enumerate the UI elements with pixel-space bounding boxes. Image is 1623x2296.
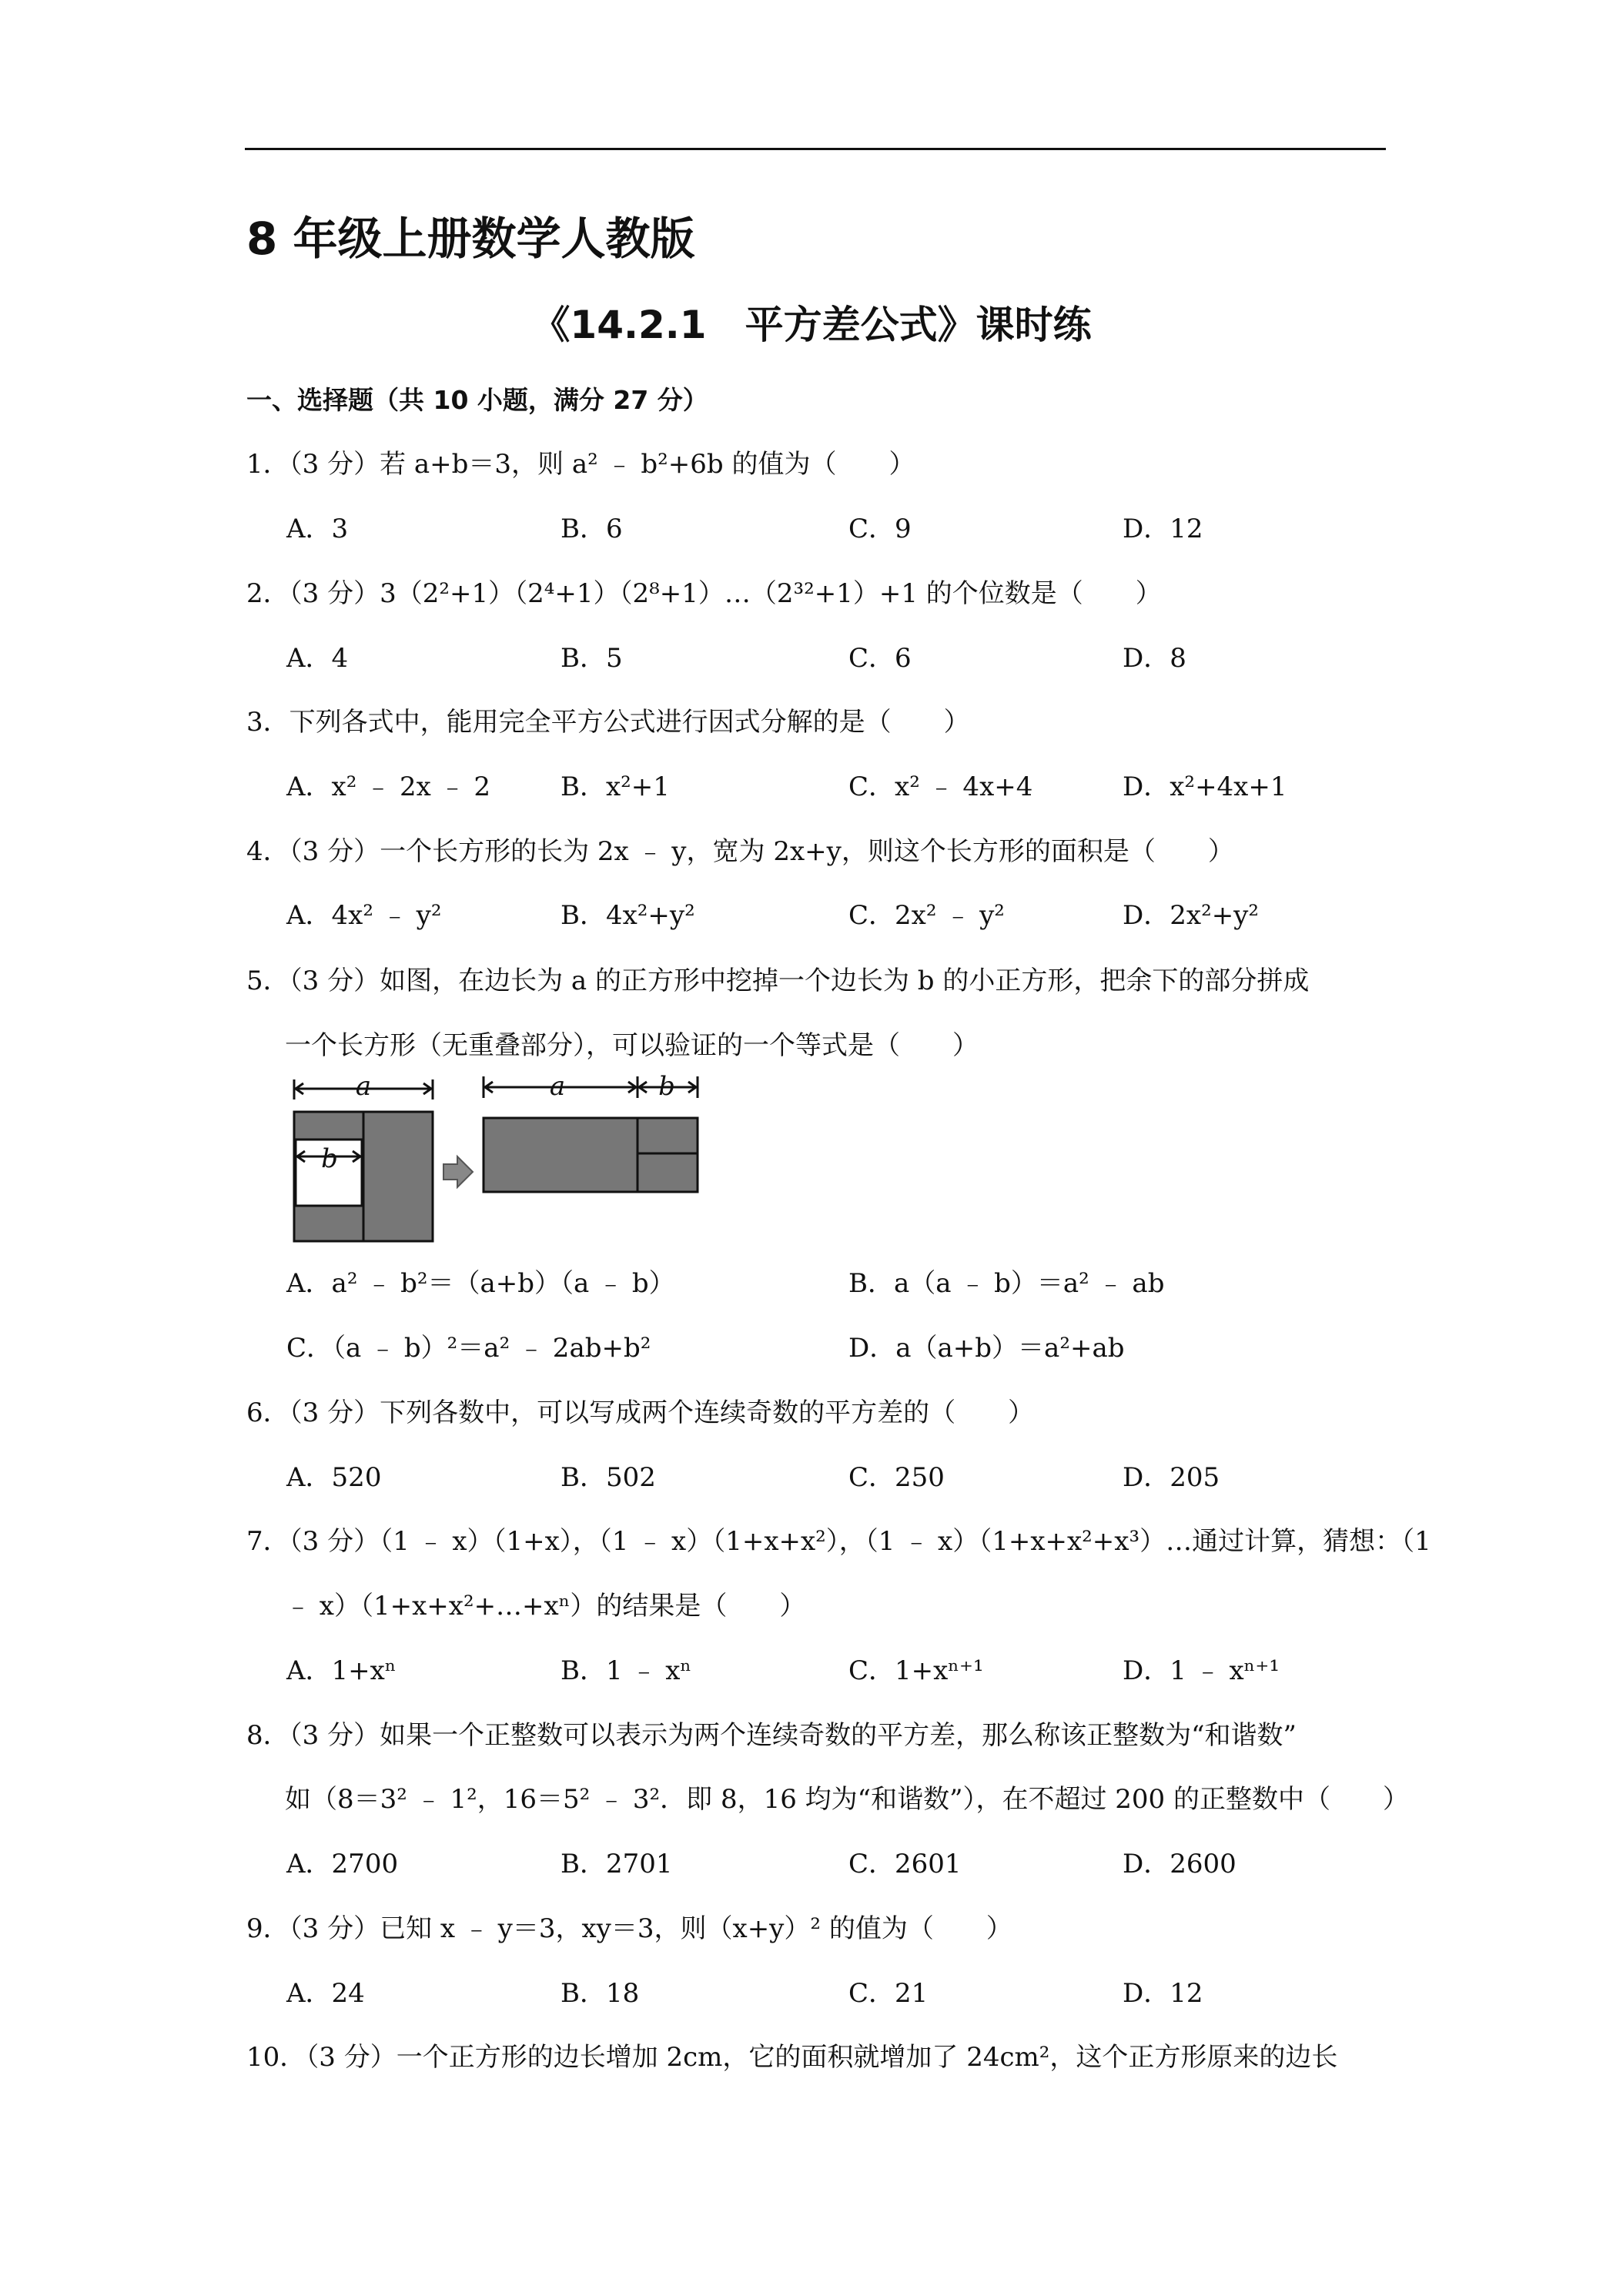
q1-option-d: D．12 xyxy=(1123,514,1203,544)
q3-option-a: A．x² ﹣ 2x ﹣ 2 xyxy=(286,771,491,802)
q3-option-d: D．x²+4x+1 xyxy=(1123,771,1287,802)
question-5-stem: 5．（3 分）如图，在边长为 a 的正方形中挖掉一个边长为 b 的小正方形，把余下的部分拼成 xyxy=(246,966,1310,996)
question-1-stem: 1．（3 分）若 a+b＝3，则 a² ﹣ b²+6b 的值为（ ） xyxy=(246,449,915,480)
question-5-stem-cont: 一个长方形（无重叠部分），可以验证的一个等式是（ ） xyxy=(285,1030,979,1061)
q5-option-a: A．a² ﹣ b²＝（a+b）（a ﹣ b） xyxy=(286,1268,675,1299)
question-7-stem: 7．（3 分）（1 ﹣ x）（1+x），（1 ﹣ x）（1+x+x²），（1 ﹣ x）（1+x+x²+x³）…通过计算，猜想：（1 xyxy=(246,1526,1431,1557)
question-7-stem-cont: ﹣ x）（1+x+x²+…+xⁿ）的结果是（ ） xyxy=(285,1591,806,1622)
q6-option-a: A．520 xyxy=(286,1462,382,1493)
q2-option-d: D．8 xyxy=(1123,643,1186,674)
q7-option-d: D．1 ﹣ xⁿ⁺¹ xyxy=(1123,1655,1280,1686)
q5-option-b: B．a（a ﹣ b）＝a² ﹣ ab xyxy=(848,1268,1165,1299)
q9-option-d: D．12 xyxy=(1123,1978,1203,2009)
page-title: 8 年级上册数学人教版 xyxy=(246,213,695,265)
q9-option-b: B．18 xyxy=(561,1978,640,2009)
q8-option-c: C．2601 xyxy=(848,1849,962,1879)
q4-option-a: A．4x² ﹣ y² xyxy=(286,900,442,931)
question-9-stem: 9．（3 分）已知 x ﹣ y＝3，xy＝3，则（x+y）² 的值为（ ） xyxy=(246,1913,1012,1944)
figure-label-b-right: b xyxy=(658,1072,675,1102)
question-8-stem: 8．（3 分）如果一个正整数可以表示为两个连续奇数的平方差，那么称该正整数为“和谐数” xyxy=(246,1720,1297,1751)
q3-option-c: C．x² ﹣ 4x+4 xyxy=(848,771,1033,802)
question-2-stem: 2．（3 分）3（2²+1）（2⁴+1）（2⁸+1）…（2³²+1）+1 的个位数是（ ） xyxy=(246,578,1162,609)
q2-option-b: B．5 xyxy=(561,643,623,674)
q4-option-b: B．4x²+y² xyxy=(561,900,695,931)
question-4-stem: 4．（3 分）一个长方形的长为 2x ﹣ y，宽为 2x+y，则这个长方形的面积是（ ） xyxy=(246,836,1234,867)
q6-option-d: D．205 xyxy=(1123,1462,1220,1493)
q8-option-d: D．2600 xyxy=(1123,1849,1236,1879)
question-3-stem: 3．下列各式中，能用完全平方公式进行因式分解的是（ ） xyxy=(246,707,970,738)
q8-option-b: B．2701 xyxy=(561,1849,673,1879)
q2-option-a: A．4 xyxy=(286,643,349,674)
q1-option-a: A．3 xyxy=(286,514,349,544)
question-6-stem: 6．（3 分）下列各数中，可以写成两个连续奇数的平方差的（ ） xyxy=(246,1397,1035,1428)
q8-option-a: A．2700 xyxy=(286,1849,399,1879)
q4-option-c: C．2x² ﹣ y² xyxy=(848,900,1005,931)
q1-option-b: B．6 xyxy=(561,514,623,544)
page-subtitle: 《14.2.1 平方差公式》课时练 xyxy=(531,303,1092,347)
question-10-stem: 10．（3 分）一个正方形的边长增加 2cm，它的面积就增加了 24cm²，这个正方形原来的边长 xyxy=(246,2042,1338,2073)
q4-option-d: D．2x²+y² xyxy=(1123,900,1260,931)
q6-option-c: C．250 xyxy=(848,1462,945,1493)
section-heading: 一、选择题（共 10 小题，满分 27 分） xyxy=(246,385,708,415)
q7-option-c: C．1+xⁿ⁺¹ xyxy=(848,1655,984,1686)
q2-option-c: C．6 xyxy=(848,643,912,674)
figure-label-b-left: b xyxy=(321,1143,338,1174)
header-rule xyxy=(245,148,1386,150)
question-8-stem-cont: 如（8＝3² ﹣ 1²，16＝5² ﹣ 3²．即 8，16 均为“和谐数”），在不超过 200 的正整数中（ ） xyxy=(285,1784,1409,1815)
q5-option-d: D．a（a+b）＝a²+ab xyxy=(848,1333,1125,1364)
square-rearrangement-figure xyxy=(286,1072,702,1246)
figure-label-a-left: a xyxy=(355,1072,372,1102)
arrow-right-icon xyxy=(443,1156,473,1187)
q3-option-b: B．x²+1 xyxy=(561,771,670,802)
q6-option-b: B．502 xyxy=(561,1462,656,1493)
q9-option-c: C．21 xyxy=(848,1978,929,2009)
q5-option-c: C．（a ﹣ b）²＝a² ﹣ 2ab+b² xyxy=(286,1333,651,1364)
figure-label-a-right: a xyxy=(549,1072,566,1102)
q7-option-a: A．1+xⁿ xyxy=(286,1655,397,1686)
q9-option-a: A．24 xyxy=(286,1978,365,2009)
q1-option-c: C．9 xyxy=(848,514,912,544)
q7-option-b: B．1 ﹣ xⁿ xyxy=(561,1655,692,1686)
